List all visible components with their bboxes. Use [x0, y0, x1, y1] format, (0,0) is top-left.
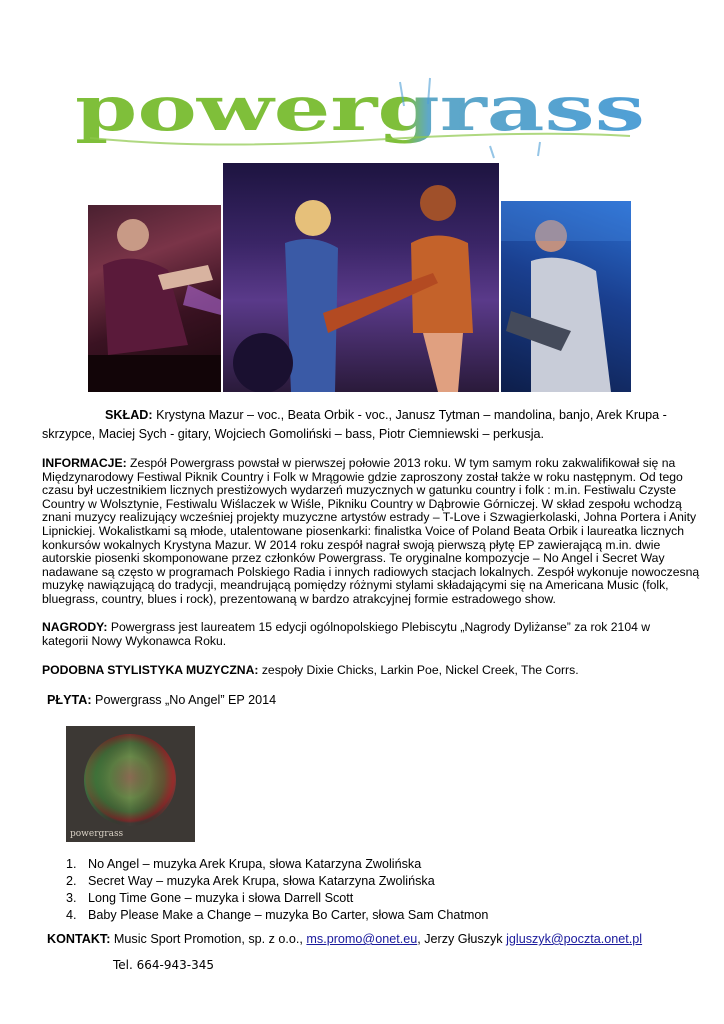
awards-text-1: Powergrass jest laureatem 15 edycji ogólnopolskiego Plebiscytu „Nagrody Dyliżanse” za rok 2104 w [107, 620, 651, 634]
info-line: konkursów wokalnych Krystyna Mazur. W 2014 roku zespół nagrał swoją pierwszą płytę EP zawierającą m.in. dwie [42, 537, 661, 552]
info-line: muzykę nawiązującą do tradycji, meandrującą pomiędzy różnymi stylami składającymi się na Americana Music (folk, [42, 578, 669, 593]
awards-label: NAGRODY: [42, 620, 108, 634]
track-number: 3. [66, 891, 77, 905]
track-title: Long Time Gone – muzyka i słowa Darrell Scott [88, 891, 354, 905]
contact-person: , Jerzy Głuszyk [417, 932, 507, 946]
track-list [66, 856, 488, 924]
awards-line-1 [42, 621, 650, 635]
list-item [66, 907, 488, 924]
info-line: znani muzycy realizujący wcześniej projekty muzyczne artystów estrady – T-Love i Szwagierkolaski, Johna Portera i Anity [42, 510, 697, 525]
awards-line-2: kategorii Nowy Wykonawca Roku. [42, 633, 227, 648]
photo-violinist [88, 205, 221, 392]
album-section [47, 694, 276, 708]
info-label: INFORMACJE: [42, 456, 127, 470]
similar-style-text: zespoły Dixie Chicks, Larkin Poe, Nickel Creek, The Corrs. [258, 663, 579, 677]
info-text-0: Zespół Powergrass powstał w pierwszej połowie 2013 roku. W tym samym roku zakwalifikował się na [126, 456, 676, 470]
phone-number: Tel. 664-943-345 [113, 958, 215, 972]
info-line: autorskie piosenki skomponowane przez członków Powergrass. Te oryginalne kompozycje – No Angel i Secret Way [42, 551, 665, 566]
album-cover-text: powergrass [70, 829, 124, 839]
track-title: No Angel – muzyka Arek Krupa, słowa Katarzyna Zwolińska [88, 857, 422, 871]
info-line: Lipnickiej. Wokalistkami są młode, utalentowane piosenkarki: finalistka Voice of Poland Beata Orbik i laureatka licznych [42, 523, 684, 538]
track-title: Baby Please Make a Change – muzyka Bo Carter, słowa Sam Chatmon [88, 908, 489, 922]
photo-guitarist [501, 201, 631, 392]
powergrass-logo [70, 76, 650, 162]
contact-section [47, 933, 642, 947]
contact-label: KONTAKT: [47, 932, 111, 946]
similar-style-section [42, 664, 579, 678]
track-number: 2. [66, 874, 77, 888]
info-line: nadawane są często w programach Polskiego Radia i innych radiowych stacjach lokalnych. Zespół wykonuje nowoczesną [42, 564, 700, 579]
album-label: PŁYTA: [47, 693, 92, 707]
contact-company: Music Sport Promotion, sp. z o.o., [110, 932, 307, 946]
album-text: Powergrass „No Angel” EP 2014 [91, 693, 277, 707]
lineup-line-1 [42, 406, 667, 425]
lineup-section [42, 406, 667, 444]
list-item [66, 856, 488, 873]
list-item [66, 890, 488, 907]
info-section [42, 457, 699, 607]
track-number: 4. [66, 908, 77, 922]
album-cover [66, 726, 195, 842]
awards-section [42, 621, 650, 648]
contact-email-link-2[interactable]: jgluszyk@poczta.onet.pl [506, 932, 643, 946]
info-line: Country w Wolsztynie, Festiwalu Wiślaczek w Wiśle, Pikniku Country w Dąbrowie Górniczej. W skład zespołu wchodzą [42, 496, 682, 511]
list-item [66, 873, 488, 890]
contact-email-link[interactable]: ms.promo@onet.eu [306, 932, 418, 946]
lineup-label: SKŁAD: [105, 408, 153, 422]
lineup-line-2: skrzypce, Maciej Sych - gitary, Wojciech Gomoliński – bass, Piotr Ciemniewski – perkusja. [42, 427, 545, 441]
photo-singers [223, 163, 499, 392]
logo-text: powergrass [75, 76, 645, 145]
lineup-text-1: Krystyna Mazur – voc., Beata Orbik - voc., Janusz Tytman – mandolina, banjo, Arek Krupa - [152, 408, 667, 422]
info-line: Międzynarodowy Festiwal Piknik Country i Folk w Mrągowie gdzie zaproszony został także w roku następnym. Od tego [42, 469, 683, 484]
info-line: bluegrass, country, blues i rock), prezentowaną w bardzo atrakcyjnej formie estradowego show. [42, 591, 556, 606]
similar-style-label: PODOBNA STYLISTYKA MUZYCZNA: [42, 663, 259, 677]
track-number: 1. [66, 857, 77, 871]
info-line: czasu był uczestnikiem licznych prestiżowych wydarzeń muzycznych w gatunku country i folk : m.in. Festiwalu Czyste [42, 483, 676, 498]
track-title: Secret Way – muzyka Arek Krupa, słowa Katarzyna Zwolińska [88, 874, 435, 888]
info-line [42, 457, 699, 471]
